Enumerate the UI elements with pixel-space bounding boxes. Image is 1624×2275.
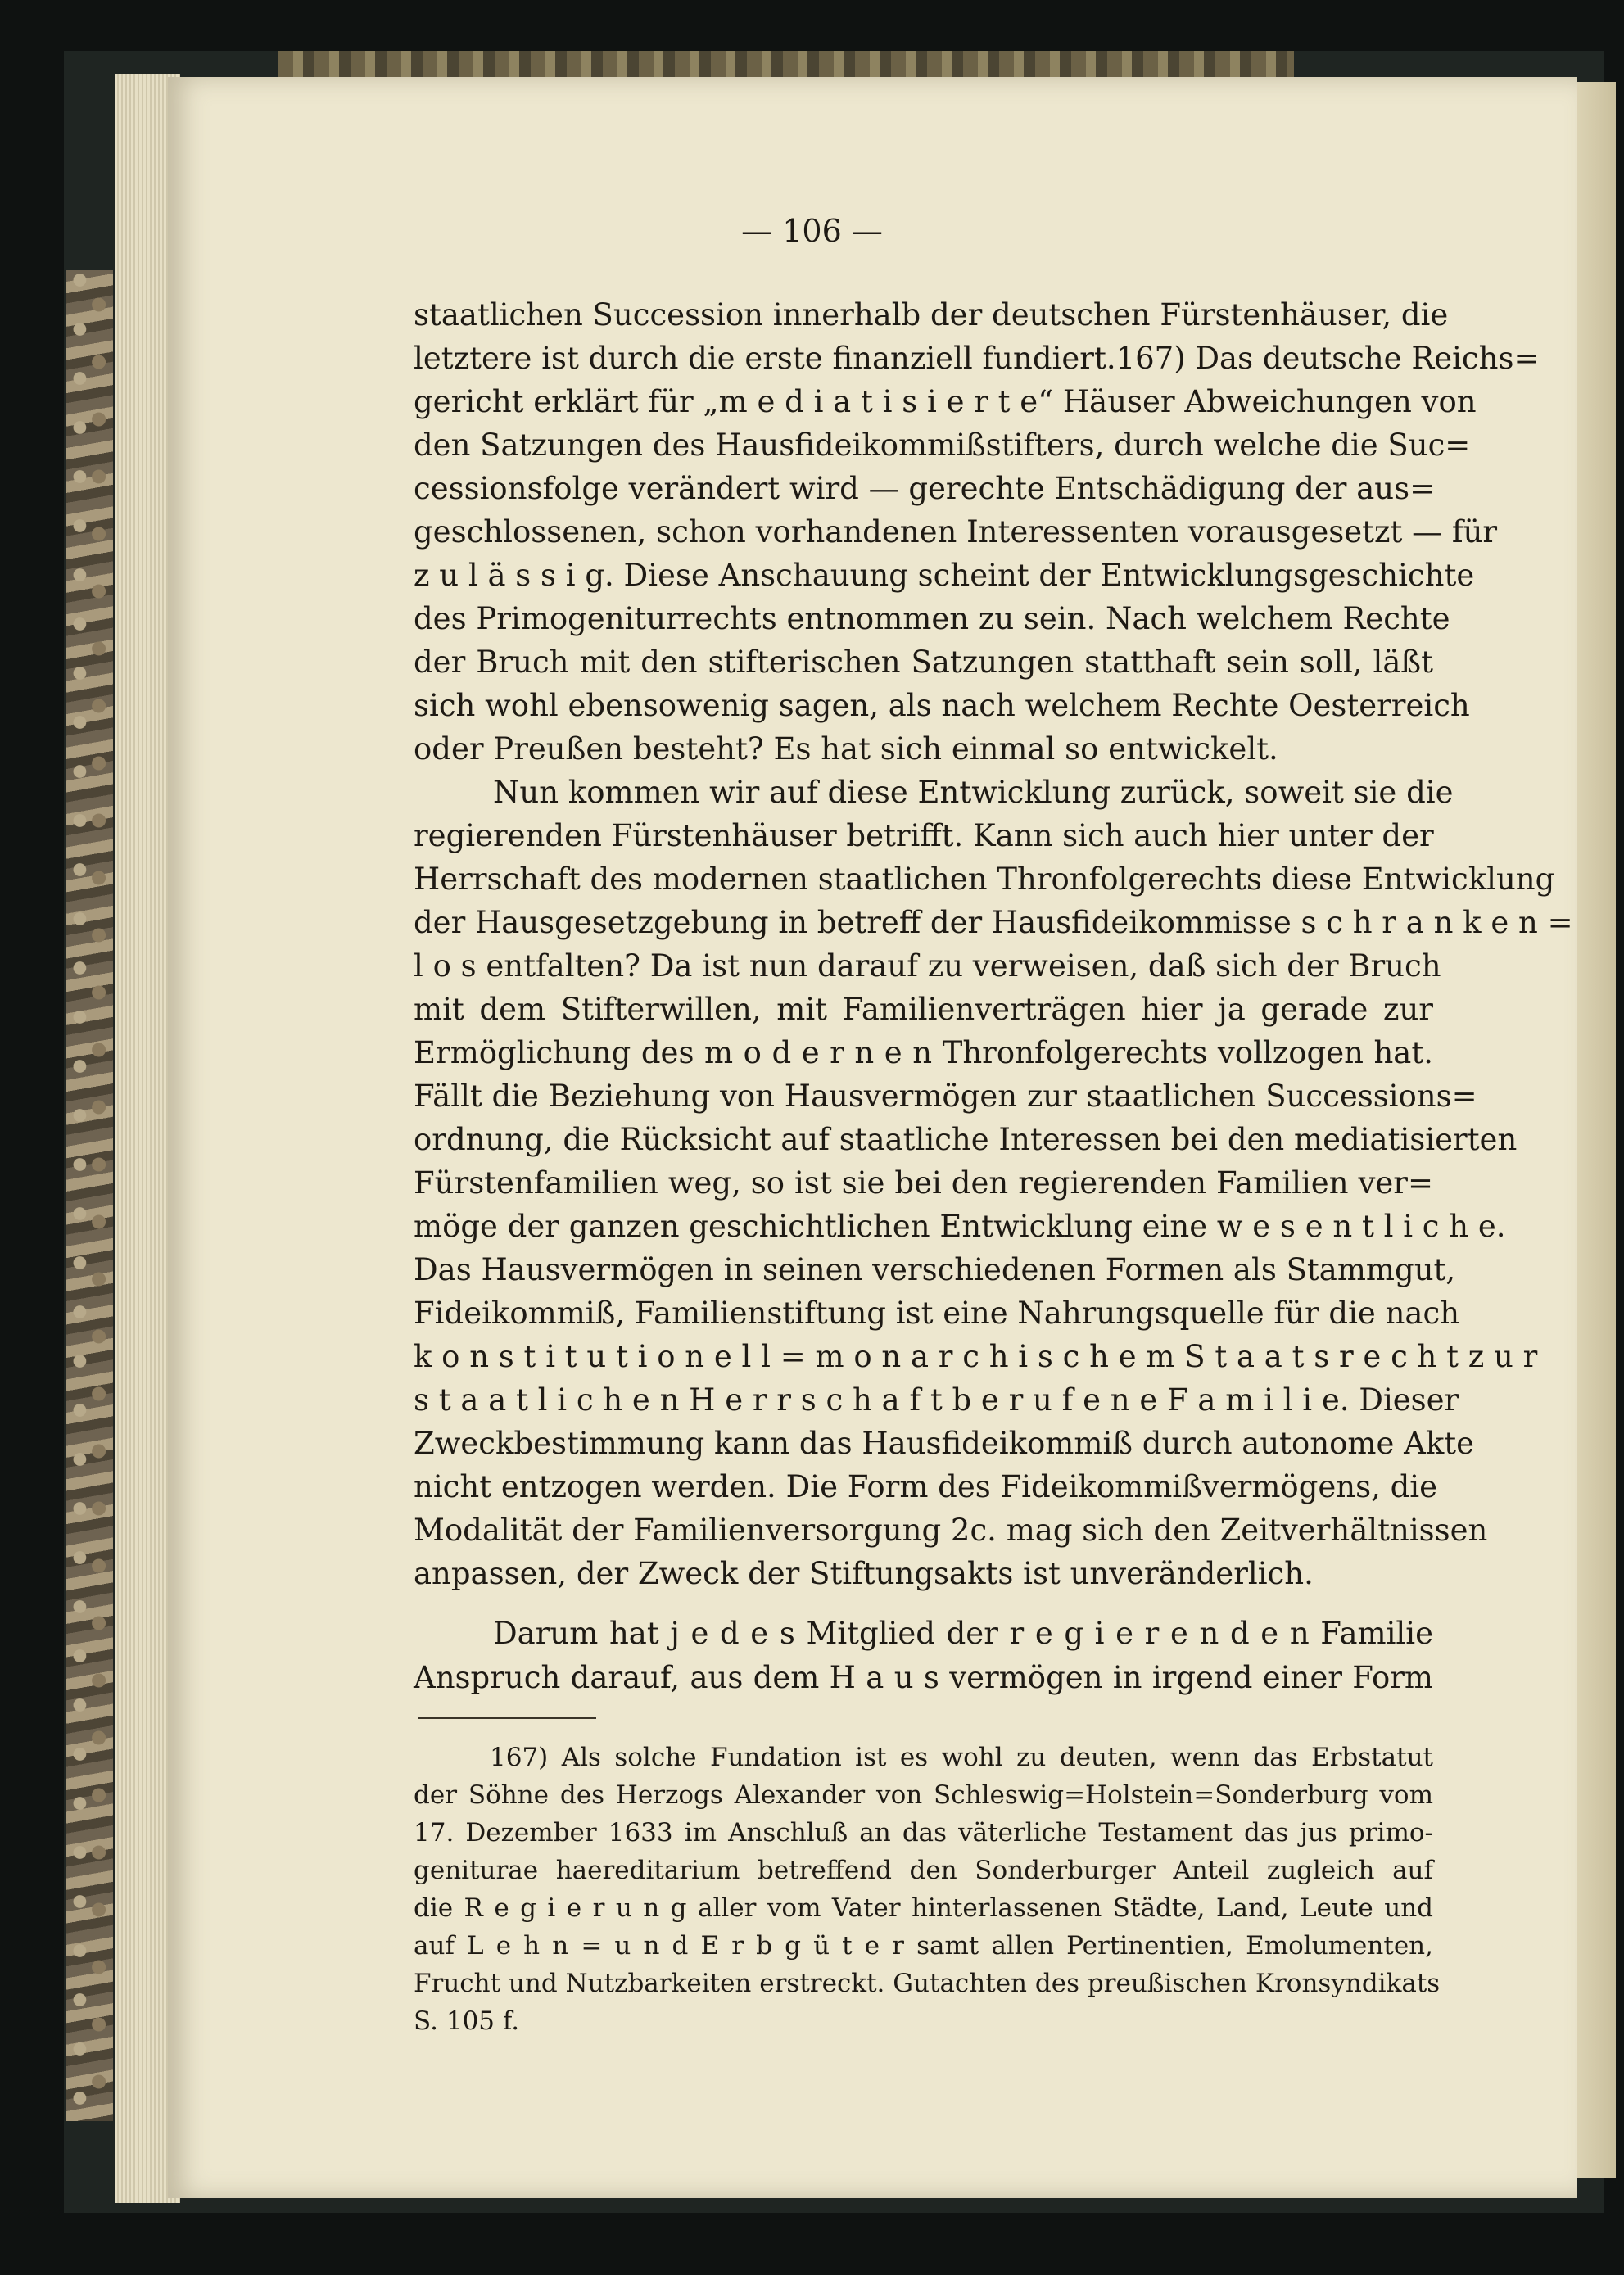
body-line: Anspruch darauf, aus dem H a u s vermögen in irgend einer Form [414,1660,1433,1695]
body-line: sich wohl ebensowenig sagen, als nach welchem Rechte Oesterreich [414,688,1470,723]
body-line: k o n s t i t u t i o n e l l = m o n a r c h i s c h e m S t a a t s r e c h t z u r [414,1339,1538,1374]
cover-edge [278,51,1294,79]
body-line: Zweckbestimmung kann das Hausfideikommiß durch autonome Akte [414,1426,1475,1461]
body-line: z u l ä s s i g. Diese Anschauung scheint der Entwicklungsgeschichte [414,558,1475,593]
facing-page-edge [1577,82,1616,2178]
body-line: Darum hat j e d e s Mitglied der r e g i e r e n d e n Familie [493,1616,1433,1651]
body-line: Herrschaft des modernen staatlichen Thronfolgerechts diese Entwicklung [414,862,1555,897]
body-line: gericht erklärt für „m e d i a t i s i e r t e“ Häuser Abweichungen von [414,384,1477,419]
footnote-rule [418,1717,596,1719]
body-line: Ermöglichung des m o d e r n e n Thronfolgerechts vollzogen hat. [414,1035,1433,1070]
body-line: den Satzungen des Hausfideikommißstifters, durch welche die Suc= [414,427,1471,463]
body-line: mit dem Stifterwillen, mit Familienverträgen hier ja gerade zur [414,992,1433,1027]
footnote-line: S. 105 f. [414,2006,520,2036]
body-line: der Bruch mit den stifterischen Satzungen statthaft sein soll, läßt [414,645,1433,680]
body-line: der Hausgesetzgebung in betreff der Hausfideikommisse s c h r a n k e n = [414,905,1573,940]
footnote-line: geniturae haereditarium betreffend den Sonderburger Anteil zugleich auf [414,1856,1433,1885]
body-line: Fürstenfamilien weg, so ist sie bei den regierenden Familien ver= [414,1165,1433,1201]
footnote-line: 167) Als solche Fundation ist es wohl zu deuten, wenn das Erbstatut [490,1743,1433,1772]
body-line: nicht entzogen werden. Die Form des Fideikommißvermögens, die [414,1469,1438,1504]
body-line: ordnung, die Rücksicht auf staatliche Interessen bei den mediatisierten [414,1122,1518,1157]
body-line: Nun kommen wir auf diese Entwicklung zurück, soweit sie die [493,775,1454,810]
body-line: Fideikommiß, Familienstiftung ist eine Nahrungsquelle für die nach [414,1296,1460,1331]
body-line: s t a a t l i c h e n H e r r s c h a f t b e r u f e n e F a m i l i e. Dieser [414,1382,1459,1418]
footnote-line: 17. Dezember 1633 im Anschluß an das väterliche Testament das jus primo- [414,1818,1433,1848]
body-line: möge der ganzen geschichtlichen Entwicklung eine w e s e n t l i c h e. [414,1209,1506,1244]
footnote-line: der Söhne des Herzogs Alexander von Schleswig=Holstein=Sonderburg vom [414,1780,1433,1810]
body-line: Das Hausvermögen in seinen verschiedenen Formen als Stammgut, [414,1252,1456,1287]
body-line: cessionsfolge verändert wird — gerechte Entschädigung der aus= [414,471,1436,506]
body-line: Fällt die Beziehung von Hausvermögen zur staatlichen Successions= [414,1079,1477,1114]
body-line: geschlossenen, schon vorhandenen Interessenten vorausgesetzt — für [414,514,1498,550]
body-line: des Primogeniturrechts entnommen zu sein. Nach welchem Rechte [414,601,1450,636]
footnote-line: auf L e h n = u n d E r b g ü t e r samt allen Pertinentien, Emolumenten, [414,1931,1433,1961]
marbled-endpaper [66,270,113,2121]
footnote-line: die R e g i e r u n g aller vom Vater hinterlassenen Städte, Land, Leute und [414,1893,1433,1923]
body-line: l o s entfalten? Da ist nun darauf zu verweisen, daß sich der Bruch [414,948,1441,984]
body-line: oder Preußen besteht? Es hat sich einmal so entwickelt. [414,731,1278,767]
body-line: letztere ist durch die erste finanziell fundiert.167) Das deutsche Reichs= [414,341,1540,376]
body-line: staatlichen Succession innerhalb der deutschen Fürstenhäuser, die [414,297,1449,332]
footnote-line: Frucht und Nutzbarkeiten erstreckt. Gutachten des preußischen Kronsyndikats [414,1969,1441,1998]
page-number: — 106 — [741,213,883,249]
body-line: Modalität der Familienversorgung 2c. mag sich den Zeitverhältnissen [414,1513,1488,1548]
body-line: anpassen, der Zweck der Stiftungsakts ist unveränderlich. [414,1556,1314,1591]
body-line: regierenden Fürstenhäuser betrifft. Kann sich auch hier unter der [414,818,1434,853]
